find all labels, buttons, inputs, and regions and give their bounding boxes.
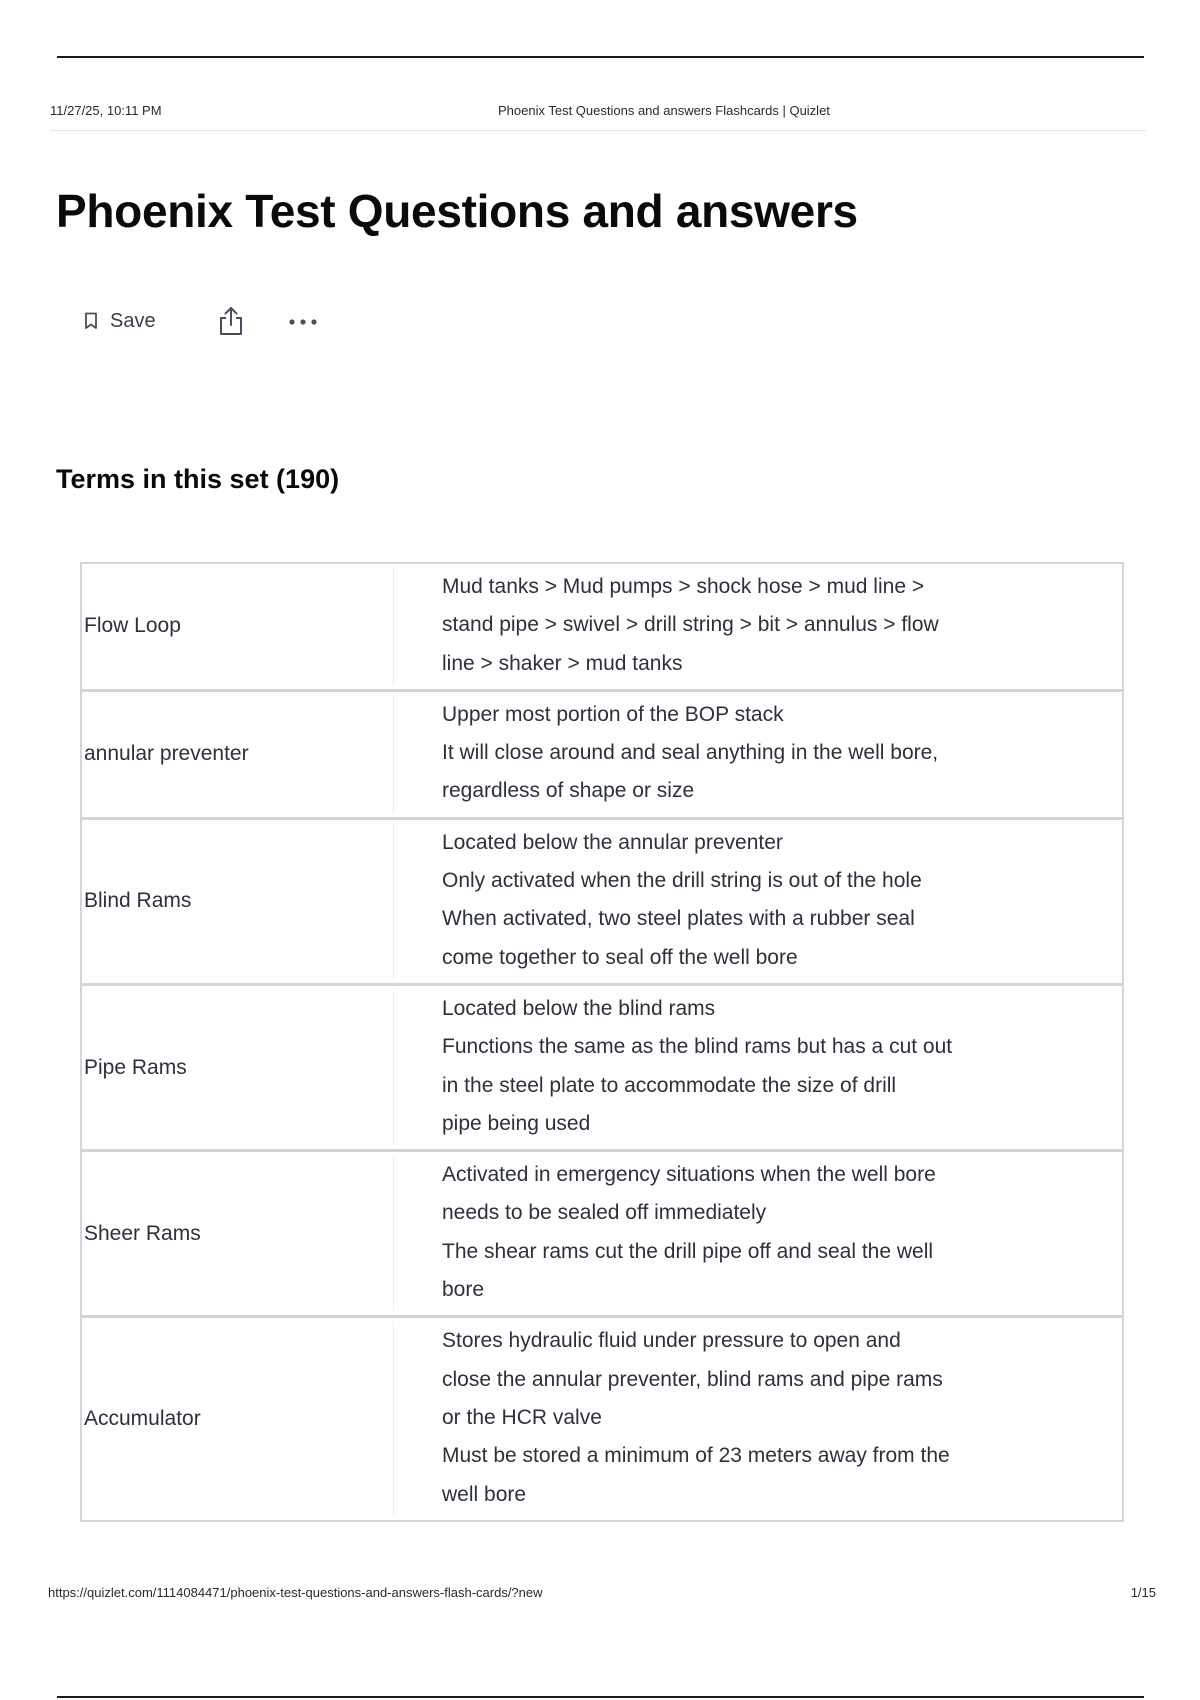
definition-line: Activated in emergency situations when the well bore <box>442 1163 936 1187</box>
term-text: annular preventer <box>82 696 394 813</box>
terms-heading: Terms in this set (190) <box>56 464 340 494</box>
term-row <box>82 820 1122 986</box>
term-row <box>82 1152 1122 1318</box>
term-row <box>82 1318 1122 1519</box>
definition-line: come together to seal off the well bore <box>442 945 798 969</box>
definition-line: regardless of shape or size <box>442 779 695 803</box>
print-header <box>50 103 1146 123</box>
print-footer <box>48 1585 1156 1605</box>
term-row <box>82 986 1122 1152</box>
definition-line: Mud tanks > Mud pumps > shock hose > mud line > <box>442 575 925 598</box>
terms-table <box>80 562 1124 1522</box>
definition-text <box>394 564 1122 689</box>
definition-line: well bore <box>442 1482 527 1506</box>
definition-line: Functions the same as the blind rams but has a cut out <box>442 1035 953 1059</box>
definition-text <box>394 986 1122 1149</box>
share-icon <box>217 305 245 337</box>
print-url: https://quizlet.com/1114084471/phoenix-test-questions-and-answers-flash-cards/?new <box>48 1585 543 1600</box>
top-rule <box>57 56 1144 58</box>
share-button[interactable] <box>217 305 245 342</box>
term-row <box>82 564 1122 692</box>
print-date: 11/27/25, 10:11 PM <box>50 103 162 118</box>
definition-line: The shear rams cut the drill pipe off and seal the well <box>442 1239 934 1263</box>
save-button[interactable] <box>84 305 156 337</box>
definition-line: line > shaker > mud tanks <box>442 651 683 675</box>
definition-line: Located below the blind rams <box>442 996 716 1020</box>
page-number: 1/15 <box>1130 1585 1156 1600</box>
definition-line: Upper most portion of the BOP stack <box>442 702 784 726</box>
definition-text <box>394 1152 1122 1315</box>
definition-line: Stores hydraulic fluid under pressure to open and <box>442 1329 901 1353</box>
definition-line: When activated, two steel plates with a rubber seal <box>442 907 915 931</box>
definition-line: needs to be sealed off immediately <box>442 1201 767 1225</box>
page-title: Phoenix Test Questions and answers <box>56 185 858 237</box>
term-row <box>82 692 1122 820</box>
definition-text <box>394 820 1122 983</box>
more-options-button[interactable] <box>288 313 318 331</box>
header-divider <box>50 130 1146 131</box>
print-doc-title: Phoenix Test Questions and answers Flashcards | Quizlet <box>498 103 830 118</box>
term-text: Accumulator <box>82 1322 394 1515</box>
bottom-rule <box>57 1696 1144 1698</box>
bookmark-icon <box>84 312 98 330</box>
definition-line: in the steel plate to accommodate the size of drill <box>442 1073 897 1097</box>
definition-line: pipe being used <box>442 1111 591 1135</box>
more-icon <box>288 318 318 326</box>
definition-line: close the annular preventer, blind rams and pipe rams <box>442 1367 943 1391</box>
save-label: Save <box>110 309 156 332</box>
definition-line: Only activated when the drill string is out of the hole <box>442 869 922 893</box>
term-text: Blind Rams <box>82 824 394 979</box>
definition-line: Located below the annular preventer <box>442 830 783 854</box>
term-text: Sheer Rams <box>82 1156 394 1311</box>
term-text: Pipe Rams <box>82 990 394 1145</box>
definition-line: or the HCR valve <box>442 1405 602 1429</box>
term-text: Flow Loop <box>82 568 394 685</box>
definition-line: bore <box>442 1278 485 1302</box>
definition-line: Must be stored a minimum of 23 meters away from the <box>442 1444 950 1468</box>
definition-text <box>394 1318 1122 1519</box>
definition-line: stand pipe > swivel > drill string > bit > annulus > flow <box>442 613 939 637</box>
definition-line: It will close around and seal anything in the well bore, <box>442 741 939 765</box>
definition-text <box>394 692 1122 817</box>
